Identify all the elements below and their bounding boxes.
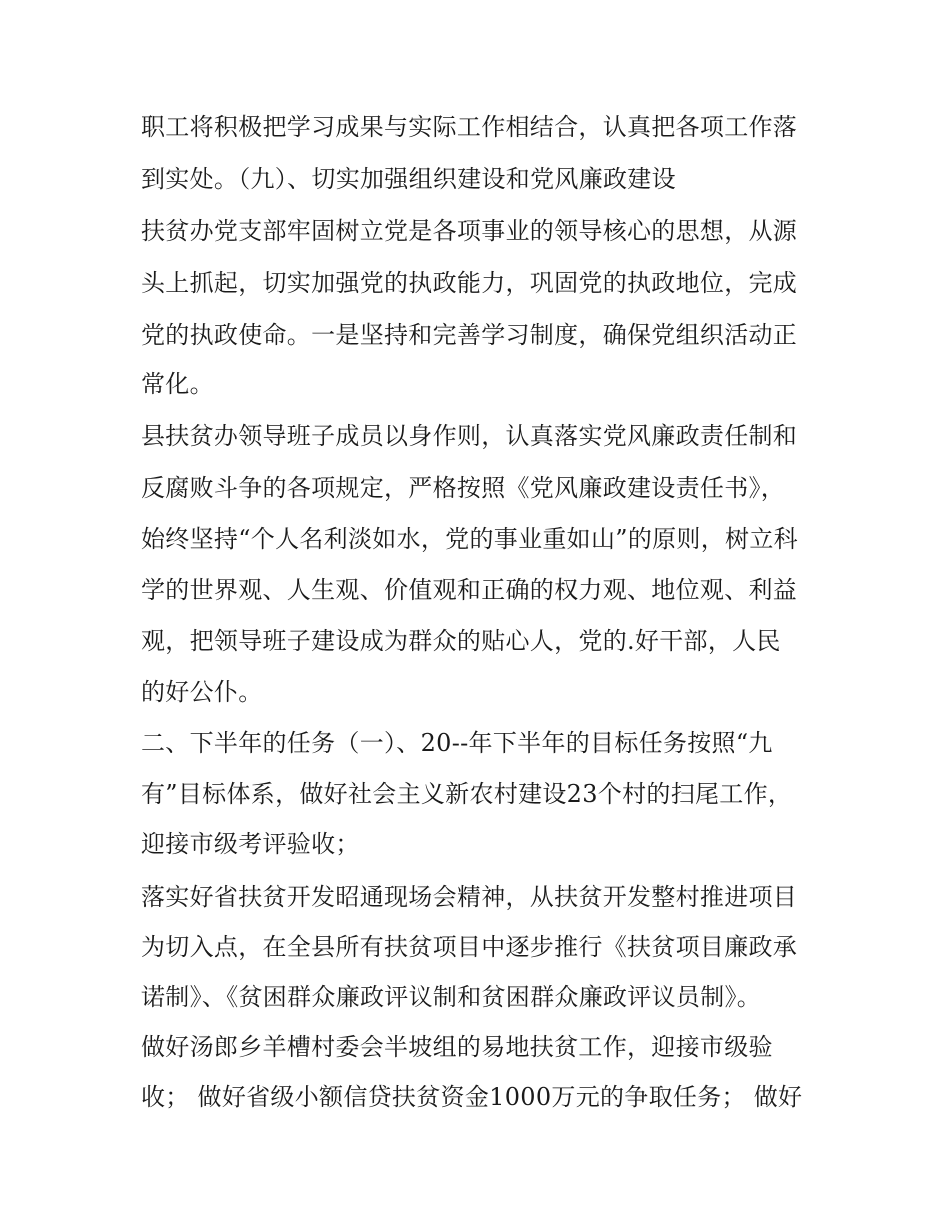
text-line: 职工将积极把学习成果与实际工作相结合，认真把各项工作落 [141,113,798,141]
text-line: 党的执政使命。一是坚持和完善学习制度，确保党组织活动正 [141,321,798,349]
text-line: 到实处。（九）、切实加强组织建设和党风廉政建设 [141,165,676,193]
text-line: 为切入点，在全县所有扶贫项目中逐步推行《扶贫项目廉政承 [141,933,798,961]
text-line: 落实好省扶贫开发昭通现场会精神，从扶贫开发整村推进项目 [141,883,798,911]
text-line: 扶贫办党支部牢固树立党是各项事业的领导核心的思想，从源 [141,217,798,245]
text-line: 始终坚持“个人名利淡如水，党的事业重如山”的原则，树立科 [141,525,798,553]
text-line: 做好汤郎乡羊槽村委会半坡组的易地扶贫工作，迎接市级验 [141,1033,773,1061]
text-line: 有”目标体系，做好社会主义新农村建设23个村的扫尾工作， [141,780,793,808]
text-line: 迎接市级考评验收； [141,830,360,858]
text-line: 头上抓起，切实加强党的执政能力，巩固党的执政地位，完成 [141,269,798,297]
text-line: 二、下半年的任务（一）、20--年下半年的目标任务按照“九 [141,729,773,757]
text-line: 诺制》、《贫困群众廉政评议制和贫困群众廉政评议员制》。 [141,983,762,1011]
text-line: 观，把领导班子建设成为群众的贴心人，党的.好干部，人民 [141,627,781,655]
text-line: 常化。 [141,370,214,398]
text-line: 反腐败斗争的各项规定，严格按照《党风廉政建设责任书》， [141,474,786,502]
text-line: 学的世界观、人生观、价值观和正确的权力观、地位观、利益 [141,576,798,604]
text-line: 收； 做好省级小额信贷扶贫资金1000万元的争取任务； 做好 [141,1083,803,1111]
text-line: 县扶贫办领导班子成员以身作则，认真落实党风廉政责任制和 [141,422,798,450]
text-line: 的好公仆。 [141,678,263,706]
